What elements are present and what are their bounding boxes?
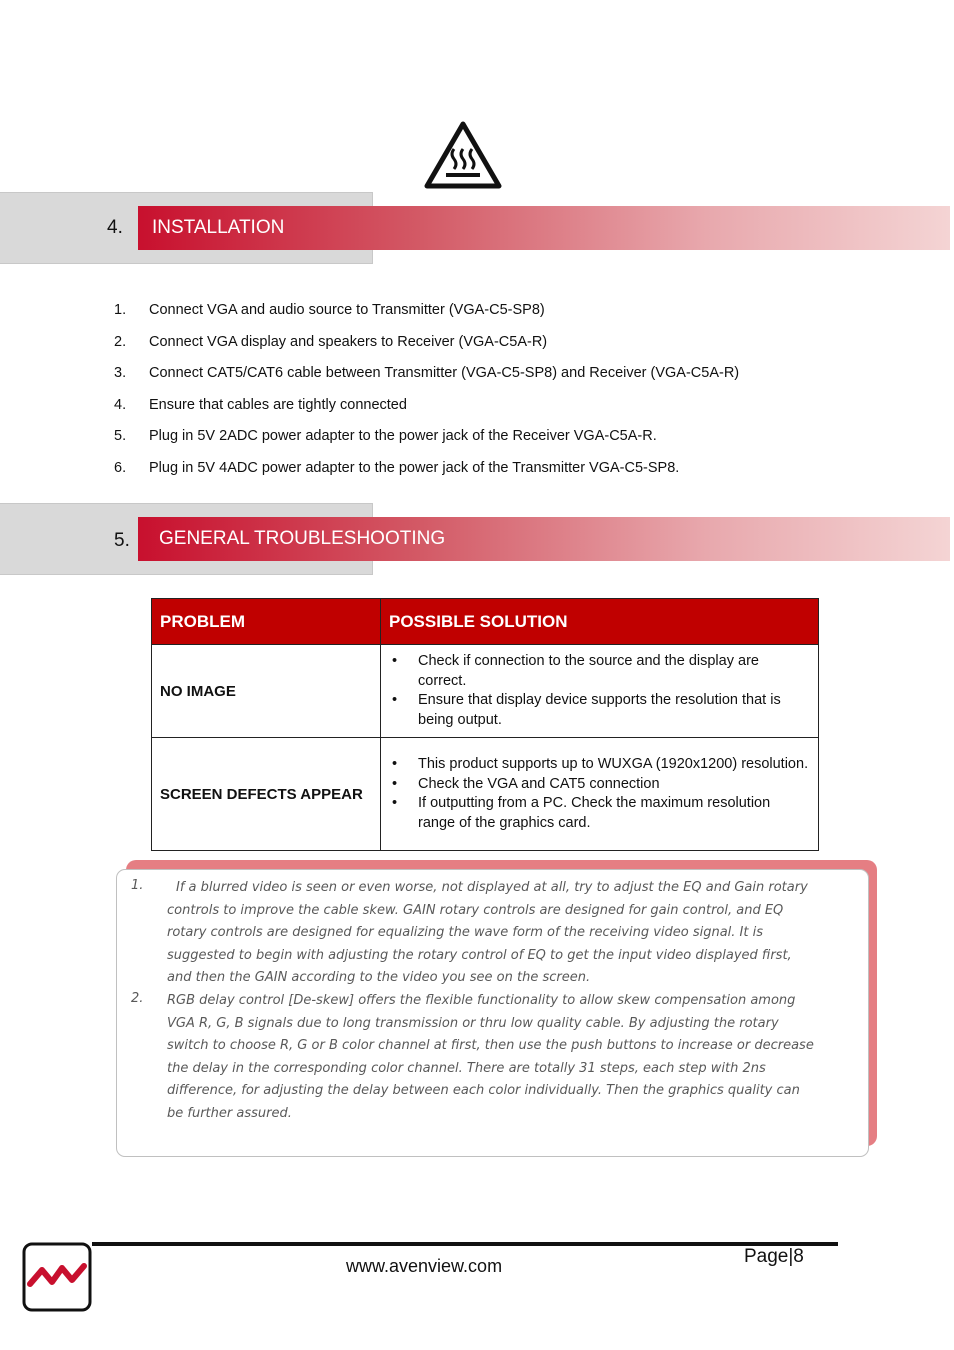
note-line: controls to improve the cable skew. GAIN rotary controls are designed for gain control, and EQ bbox=[167, 902, 784, 918]
column-header-solution: POSSIBLE SOLUTION bbox=[381, 599, 819, 645]
problem-cell: NO IMAGE bbox=[152, 645, 381, 738]
list-item: Ensure that cables are tightly connected bbox=[149, 397, 407, 413]
list-item: Connect VGA display and speakers to Receiver (VGA-C5A-R) bbox=[149, 334, 548, 350]
table-header-row bbox=[152, 599, 819, 645]
footer-rule bbox=[92, 1242, 838, 1246]
table-row bbox=[152, 645, 819, 738]
note-number: 2. bbox=[131, 991, 144, 1006]
section-title-bar bbox=[138, 517, 950, 561]
page-number: Page|8 bbox=[744, 1246, 804, 1267]
note-line: rotary controls are designed for equalizing the wave form of the receiving video signal. It is bbox=[167, 925, 764, 941]
hot-surface-warning-icon bbox=[424, 121, 502, 189]
list-item-number: 3. bbox=[114, 365, 127, 381]
list-item-number: 4. bbox=[114, 397, 127, 413]
section-title: GENERAL TROUBLESHOOTING bbox=[159, 528, 446, 549]
list-item-number: 2. bbox=[114, 334, 127, 350]
note-line: If a blurred video is seen or even worse, not displayed at all, try to adjust the EQ and Gain rotary bbox=[176, 880, 808, 895]
table-row bbox=[152, 738, 819, 851]
note-line: switch to choose R, G or B color channel at first, then use the push buttons to increase or decrease bbox=[167, 1038, 814, 1054]
note-number: 1. bbox=[131, 878, 144, 893]
list-item: Plug in 5V 2ADC power adapter to the power jack of the Receiver VGA-C5A-R. bbox=[149, 428, 657, 444]
section-number: 5. bbox=[114, 530, 130, 551]
footer-website-link[interactable]: www.avenview.com bbox=[346, 1256, 503, 1276]
solution-bullet: • Check the VGA and CAT5 connection bbox=[418, 775, 810, 795]
section-title: INSTALLATION bbox=[152, 217, 285, 238]
list-item-number: 6. bbox=[114, 460, 127, 476]
section-title-bar bbox=[138, 206, 950, 250]
solution-bullet: • Ensure that display device supports the resolution that is being output. bbox=[418, 691, 810, 730]
solution-bullet: • This product supports up to WUXGA (1920x1200) resolution. bbox=[418, 755, 810, 775]
list-item-number: 5. bbox=[114, 428, 127, 444]
note-line: be further assured. bbox=[167, 1105, 292, 1121]
troubleshooting-table bbox=[151, 598, 819, 851]
column-header-problem: PROBLEM bbox=[152, 599, 381, 645]
solution-cell bbox=[381, 645, 819, 738]
list-item: Connect VGA and audio source to Transmitter (VGA-C5-SP8) bbox=[149, 302, 545, 318]
solution-cell bbox=[381, 738, 819, 851]
list-item: Plug in 5V 4ADC power adapter to the power jack of the Transmitter VGA-C5-SP8. bbox=[149, 460, 680, 476]
problem-cell: SCREEN DEFECTS APPEAR bbox=[152, 738, 381, 851]
note-line: RGB delay control [De-skew] offers the flexible functionality to allow skew compensation among bbox=[167, 993, 796, 1008]
note-line: the delay in the corresponding color channel. There are totally 31 steps, each step with 2ns bbox=[167, 1060, 766, 1076]
note-line: suggested to begin with adjusting the rotary control of EQ to get the input video displayed first, bbox=[167, 947, 792, 963]
note-line: difference, for adjusting the delay between each color individually. Then the graphics quality can bbox=[167, 1083, 800, 1099]
note-line: and then the GAIN according to the video you see on the screen. bbox=[167, 970, 591, 986]
solution-bullet: • Check if connection to the source and the display are correct. bbox=[418, 652, 810, 691]
note-line: VGA R, G, B signals due to long transmission or thru low quality cable. By adjusting the rotary bbox=[167, 1015, 779, 1031]
section-number: 4. bbox=[107, 217, 123, 238]
avenview-logo-icon bbox=[22, 1242, 92, 1312]
note-item bbox=[167, 990, 817, 1126]
list-item-number: 1. bbox=[114, 302, 127, 318]
solution-bullet: • If outputting from a PC. Check the maximum resolution range of the graphics card. bbox=[418, 794, 810, 833]
list-item: Connect CAT5/CAT6 cable between Transmitter (VGA-C5-SP8) and Receiver (VGA-C5A-R) bbox=[149, 365, 740, 381]
note-item bbox=[167, 877, 817, 990]
